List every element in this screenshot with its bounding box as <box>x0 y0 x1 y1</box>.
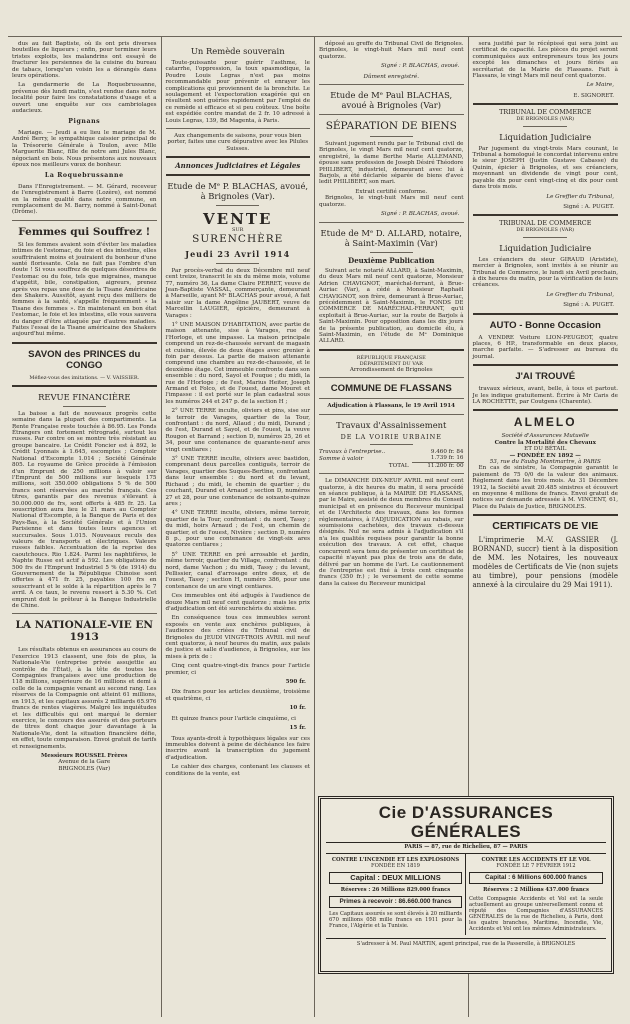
liquidation-2-text: Les créanciers du sieur GIRAUD (Aristide), mercier à Brignoles, sont invités à se réunir au Tribunal de Commerce, le lundi six Avril prochain, à dix heures du matin, pour la vérification de leurs créances. <box>472 256 618 289</box>
divider <box>473 364 619 366</box>
divider <box>166 156 311 158</box>
divider <box>473 214 619 216</box>
jai-trouve-heading: J'AI TROUVÉ <box>515 371 576 383</box>
liquidation-2-greffier: Le Greffier du Tribunal, <box>546 291 614 298</box>
divider <box>370 252 413 253</box>
pignans-heading: Pignans <box>68 118 101 126</box>
row-label: Somme à valoir <box>319 455 364 462</box>
divider <box>473 409 619 411</box>
ad-left-text: Les Capitaux assurés se sont élevés à 20 milliards 670 millions 058 mille francs en 1911 pour la France, l'Algérie et la Tunisie. <box>329 911 462 929</box>
ad-right-heading: CONTRE LES ACCIDENTS ET LE VOL <box>481 857 591 863</box>
femmes-heading: Femmes qui Souffrez ! <box>18 225 151 238</box>
ad-right-capital: Capital : 6 Millions 600.000 francs <box>469 872 603 884</box>
vente-lot-3: 3° UNE TERRE inculte, oliviers avec bastidon, comprenant deux parcelles contiguës, terroir de Varages, quartier des Suques-Bertine, confrontant dans leur ensemble : du nord et du levant, Richaud ; du midi, le chemin de quartier ; du couchant, Durand et Arnaud ; section D, numéros 27 et 28, pour une contenance de soixante-quinze ares ; <box>165 456 310 507</box>
travaux-text: Le DIMANCHE DIX-NEUF AVRIL mil neuf cent quatorze, à dix heures du matin, il sera procédé en séance publique, à la MAIRIE DE FLASSANS, par le Maire, assisté de deux membres du Conseil municipal et en présence du Receveur municipal et de l'Architecte des travaux, dans les formes réglementaires, à l'ADJUDICATION au rabais, sur soumissions cachetées, des travaux ci-dessus désignés. Nul ne sera admis à l'adjudication s'il n'a les qualités requises pour garantir la bonne exécution des travaux. A cet effet, chaque concurrent sera tenu de présenter un certificat de capacité n'ayant pas plus de trois ans de date, délivré par un homme de l'art. Le cautionnement de l'entreprise est fixé à trois cent cinquante francs (350 fr.) ; le versement de cette somme dans la caisse du Receveur municipal <box>319 478 464 587</box>
table-row <box>319 462 464 469</box>
almelo-line-4: 53, rue du Faubg Montmartre, à PARIS <box>489 459 601 466</box>
divider <box>319 414 464 415</box>
separation-text: Suivant jugement rendu par le Tribunal civil de Brignoles, le vingt Mars mil neuf cent quatorze, enregistré, la dame Berthe Marie ALLEMAND, épouse sans profession de Joseph Désiré Théodore PHILIBERT, industriel, demeurant avec lui à Barjols, a été déclarée séparée de biens d'avec ledit PHILIBERT, son mari. <box>319 141 464 186</box>
divider <box>216 263 259 264</box>
vente-text-5: Le cahier des charges, contenant les clauses et conditions de la vente, est <box>165 764 310 777</box>
col3-intro-registered: Dûment enregistré. <box>363 73 419 80</box>
travaux-heading: Travaux d'Assainissement <box>336 419 447 430</box>
divider <box>370 136 413 137</box>
liquidation-2-heading: Liquidation Judiciaire <box>499 242 592 253</box>
tribunal-1: TRIBUNAL DE COMMERCE <box>499 108 592 117</box>
changement-text: Aux changements de saisons, pour vous bien porter, faites une cure dépurative avec les Pilules Suisses. <box>167 133 309 152</box>
certificats-heading: CERTIFICATS DE VIE <box>492 520 599 533</box>
separation-heading: SÉPARATION DE BIENS <box>325 120 457 133</box>
vente-text-2: Ces immeubles ont été adjugés à l'audience de douze Mars mil neuf cent quatorze ; mais les prix d'adjudication ont été surenchéris du sixième. <box>165 593 310 612</box>
col1-gendarmerie: La gendarmerie de La Roquebrussanne, prévenue dès lundi matin, s'est rendue dans notre localité pour faire les constatations d'usage et a ouvert une enquête sur ces cambriolages audacieux. <box>12 82 157 115</box>
vente-text-4: Tous ayants-droit à hypothèques légales sur ces immeubles doivent à peine de déchéance les faire inscrire avant la transcription du jugement d'adjudication. <box>165 735 310 761</box>
maire-name: E. SIGNORET. <box>573 92 614 99</box>
almelo-line-1: Contre la Mortalité des Chevaux <box>494 439 596 446</box>
column-1 <box>8 37 162 1017</box>
col3-intro-sign: Signé : P. BLACHAS, avoué. <box>380 63 460 70</box>
liquidation-1-heading: Liquidation Judiciaire <box>499 131 592 142</box>
ad-halves <box>326 853 606 935</box>
col4-intro: sera justifié par le récépissé qui sera joint au certificat de capacité. Les pièces du projet seront communiquées aux entrepreneurs tous les jours excepté les dimanches et jours fériés au secrétariat de la Mairie de Flassans. Fait à Flassans, le vingt Mars mil neuf cent quatorze. <box>472 41 618 80</box>
table-row <box>319 455 464 462</box>
vente-lot-4: 4° UNE TERRE inculte, oliviers, même terroir, quartier de la Tour, confrontant : du nord, Tassy ; du midi, hoirs Arnaud ; de l'est, un chemin de quartier, et de l'ouest, Nivière ; section D, numéro 8 p., pour une contenance de vingt-six ares quatorze centiares ; <box>165 510 310 549</box>
divider <box>473 103 619 105</box>
row-value: 1.739 fr. 16 <box>430 455 464 462</box>
divider <box>63 406 106 407</box>
divider <box>319 398 464 399</box>
vente-text-1: Par procès-verbal du deux Décembre mil neuf cent treize, transcrit le six du même mois, volume 77, numéro 36, La dame Claire PERRET, veuve de Jean-Baptiste VASSAL, commerçante, demeurant à Marseille, ayant Mᵉ BLACHAS pour avoué, A fait saisir sur la dame Angéline JAUBERT, veuve de Marcellin LAUGIER, épicière, demeurant à Varages : <box>165 267 310 319</box>
almelo-text: En cas de sinistre, la Compagnie garantit le paiement de 75 0/0 de la valeur des animaux. Règlement dans les trois mois. Au 31 Décembre 1912, la Société avait 20.485 sinistres et écouvert en moyenne 4 millions de francs. Envoi gratuit de notices sur demande adressée à M. VINCENT, 61, Place du Palais de Justice, BRIGNOLES. <box>472 465 618 510</box>
roquebrussanne-heading: La Roquebrussanne <box>44 172 124 180</box>
ad-title: Cie D'ASSURANCES GÉNÉRALES <box>326 803 606 843</box>
ad-right-founded: FONDÉE LE 7 FÉVRIER 1912 <box>496 863 576 869</box>
ad-left-capital: Capital : DEUX MILLIONS <box>329 872 462 884</box>
maire-title: Le Maire, <box>586 82 614 89</box>
travaux-table <box>319 449 464 469</box>
vente-date: Jeudi 23 Avril 1914 <box>185 248 291 259</box>
total-value: 11.200 fr. 00 <box>412 462 463 469</box>
ad-address: PARIS — 87, rue de Richelieu, 87 — PARIS <box>404 844 528 850</box>
etude-blachas-heading: Etude de Mᵉ P. BLACHAS, avoué, à Brignoles (Var). <box>167 180 309 201</box>
ad-footer: S'adresser à M. Paul MARTIN, agent principal, rue de la Passerelle, à BRIGNOLES <box>326 938 606 947</box>
ad-right <box>466 854 606 935</box>
vente-lot-1: 1° UNE MAISON D'HABITATION, avec partie de maison attenante, sise à Varages, rue de l'Horloge, et une impasse. La maison principale comprend un rez-de-chaussée servant de magasin et cuisine, élevée de deux étages avec grenier à foin par dessus. La partie de maison attenante comprend une chambre au rez-de-chaussée, et le deuxième étage. Cet immeuble confronte dans son ensemble : du nord, Sayol et Fouque ; du midi, la rue de l'Horloge ; de l'est, Marius Heiter, Joseph Armand et Folco, et de l'ouest, dame Mouret et l'impasse : il est porté sur le plan cadastral sous les numéros 244 et 247 p. de la section H ; <box>165 321 310 405</box>
departement-var: DÉPARTEMENT DU VAR <box>359 360 423 367</box>
etude-blachas-2-heading: Etude de Mᵉ Paul BLACHAS, avoué à Brignoles (Var) <box>330 90 453 111</box>
tribunal-2: TRIBUNAL DE COMMERCE <box>499 219 592 228</box>
roquebrussanne-text: Dans l'Enregistrement. — M. Gérard, receveur de l'enregistrement à Barre (Lozère), est nommé en la même qualité dans notre commune, en remplacement de M. Barry, nommé à Saint-Donat (Drôme). <box>12 183 157 216</box>
divider <box>12 613 157 614</box>
prix-value-2: 10 fr. <box>289 705 306 712</box>
nationale-vie-text: Les résultats obtenus en assurances au cours de l'exercice 1913 classent, une fois de plus, la Nationale-Vie (entreprise privée assujettie au contrôle de l'État), à la tête de toutes les Compagnies françaises avec une production de 118 millions, supérieure de 16 millions et demi à celle de la compagnie venant au second rang. Les réserves de la Compagnie ont atteint 61 millions, en 1913, et les capitaux assurés 2 milliards 65.976 francs de rentes viagères. Malgré les inquiétudes et les difficultés qui ont marqué le dernier exercice, le concours des assurés et des porteurs de titres dont chaque jour davantage à la Nationale-Vie, dont la situation financière défie, en effet, toute comparaison. Envoi gratuit de tarifs et renseignements. <box>12 647 157 750</box>
vente-lot-2: 2° UNE TERRE inculte, oliviers et pins, sise sur le terroir de Varages, quartier de la Tour, confrontant : du nord, Allaud ; du midi, Durand ; de l'est, Durand et Sayol, et de l'ouest, la veuve Rougon et Barrand ; section D, numéros 25, 26 et 34, pour une contenance de quarante-neuf ares vingt centiares ; <box>165 408 310 453</box>
divider <box>523 237 567 238</box>
certificats-text: L'imprimerie M.-V. GASSIER (J. BORNAND, succr) tient à la disposition de MM. les Notaires, les nouveaux modèles de Certificats de Vie (non sujets au timbre), pour pensions (modèle annexé à la circulaire du 29 Mai 1911). <box>472 536 618 590</box>
liquidation-1-text: Par jugement du vingt-trois Mars courant, le Tribunal a homologué le concordat intervenu entre le sieur JOSEPH (Justin Gustave Cabasse) du Quinin, épicier à Brignoles, et ses créanciers, moyennant un dividende de vingt pour cent, payable dix pour cent vingt-cinq et dix pour cent dans trois mois. <box>472 145 618 191</box>
ad-right-reserves: Réserves : 2 Millions 437.000 francs <box>483 887 589 893</box>
liquidation-2-sign: Signé : A. PUGET. <box>563 302 614 309</box>
ad-right-text: Cette Compagnie Accidents et Vol est la seule actuellement au groupe universellement connu et réputé des Compagnies d'ASSURANCES GÉNÉRALES de la rue de Richelieu, à Paris, dont les quatre branches, Maritime, Incendie, Vie, Accidents et Vol ont les mêmes Administrateurs. <box>469 896 603 932</box>
separation-extrait: Extrait certifié conforme. <box>355 188 428 195</box>
ad-left-heading: CONTRE L'INCENDIE ET LES EXPLOSIONS <box>331 857 460 863</box>
row-label: Travaux à l'entreprise.. <box>319 449 386 455</box>
column-2 <box>162 37 316 1017</box>
ad-left-founded: FONDÉE EN 1819 <box>371 863 420 869</box>
divider <box>319 222 464 223</box>
publication-text: Suivant acte notarié ALLARD, à Saint-Maximin, du deux Mars mil neuf cent quatorze, Monsieur Adrien CHAVIGNOT, maréchal-ferrant, à Brue-Auriac (Var), a cédé à Monsieur Raphaël CHAVIGNOT, son frère, demeurant à Brue-Auriac, précédemment à Saint-Maximin, le FONDS DE COMMERCE DE MARÉCHAL-FERRANT, qu'il exploitait à Brue-Auriac, sur la route de Barjols à Saint-Maximin. Pour opposition dans les dix jours de la présente publication, au domicile élu, à Saint-Maximin, en l'étude de Mᵉ Dominique ALLARD. <box>319 267 464 345</box>
publication-heading: Deuxième Publication <box>348 255 435 265</box>
separation-date: Brignoles, le vingt-huit Mars mil neuf cent quatorze. <box>319 195 464 208</box>
vente-lot-5: 5° UNE TERRE en pré arrosable et jardin, même terroir, quartier du Village, confrontant : du nord, dame Vachon ; du midi, Tassy ; du levant, Pellissier, canal d'arrosage entre deux, et de l'ouest, Tassy ; section H, numéro 386, pour une contenance de un are vingt centiares. <box>165 551 310 590</box>
divider <box>216 205 259 206</box>
divider <box>12 342 157 344</box>
ad-left <box>326 854 466 935</box>
tribunal-1-sub: DE BRIGNOLES (VAR) <box>516 115 575 122</box>
nationale-vie-address-2: BRIGNOLES (Var) <box>58 765 111 772</box>
row-value: 9.460 fr. 84 <box>430 449 464 455</box>
assurances-generales-ad <box>318 796 614 974</box>
almelo-subtitle: Société d'Assurances Mutuelle <box>501 433 589 440</box>
pignans-text: Mariage. — Jeudi a eu lieu le mariage de M. André Berry, le sympathique caissier principal de la Trésorerie Générale à Toulon, avec Mlle Marguerite Blanc, fille de notre ami Jules Blanc, négociant en bois. Nous présentons aux nouveaux époux nos meilleurs vœux de bonheur. <box>12 129 157 168</box>
total-label: TOTAL <box>388 462 409 469</box>
remede-heading: Un Remède souverain <box>190 46 285 56</box>
divider <box>473 514 619 516</box>
etude-allard-heading: Etude de Mᵉ D. ALLARD, notaire, à Saint-Maximin (Var) <box>320 227 462 248</box>
almelo-line-3: — FONDÉE EN 1892 — <box>509 452 581 459</box>
col3-intro: déposé au greffe du Tribunal Civil de Brignoles. Brignoles, le vingt-huit Mars mil neuf cent quatorze. <box>319 41 464 60</box>
travaux-subtitle: DE LA VOIRIE URBAINE <box>340 432 442 441</box>
savon-subtitle: Méfiez-vous des imitations. — V. VAISSIER. <box>29 374 140 381</box>
prix-label-1: Cinq cent quatre-vingt-dix francs pour l'article premier, ci <box>165 663 310 676</box>
remede-text: Toute-puissante pour guérir l'asthme, le catarrhe, l'oppression, la toux spasmodique, la Poudre Louis Legras n'est pas moins recommandable pour prévenir et enrayer les complications qui proviennent de la bronchite. Le soulagement et l'expectoration exagérée qui en résultent sont guéries rapidement par l'emploi de ce remède si efficace et si peu coûteux. Une boîte est expédiée contre mandat de 2 fr. 10 adressé à Louis Legras, 139, Bd Magenta, à Paris. <box>165 60 310 124</box>
femmes-text: Si les femmes avaient soin d'éviter les maladies intimes de l'estomac, du foie et des intestins, elles souffriraient moins et jouiraient du bonheur d'une santé florissante. Cela ne fait pas l'ombre d'un doute ! Si vous souffrez de quelques désordres de l'estomac ou du foie, tels que migraines, manque d'appétit, bile, constipation, aigreurs, prenez après vos repas une dose de la Tisane Américaine des Shakers. Aussitôt, ayant reçu des milliers de femmes à la santé, s'appelle fréquemment « la Tisane des femmes ». En maintenant en bon état l'estomac, le foie et les intestins, elle vous sauvera du danger d'être attaquée par d'autres maladies. Faites l'essai de la Tisane américaine des Shakers aujourd'hui même. <box>12 241 157 338</box>
auto-heading: AUTO - Bonne Occasion <box>489 319 601 331</box>
commune-heading: COMMUNE DE FLASSANS <box>330 383 452 395</box>
auto-text: A VENDRE Voiture LION-PEUGEOT, quatre places, 6 HP., transformable en deux places, marche parfaite. — S'adresser au bureau du journal. <box>472 334 618 360</box>
nationale-vie-address-1: Avenue de la Gare <box>58 759 111 766</box>
jai-trouve-text: travaux sérieux, avant, belle, à tous et partout. Je les indique gratuitement. Écrire à Mr Caris de LA ROCHETTE, par Coutgens (Charente). <box>472 386 618 405</box>
divider <box>12 220 157 221</box>
divider <box>370 444 413 445</box>
adjudication-date: Adjudication à Flassans, le 19 Avril 1914 <box>327 403 456 410</box>
ad-left-reserves: Réserves : 26 Millions 829.000 francs <box>340 887 451 893</box>
divider <box>319 377 464 378</box>
tribunal-2-sub: DE BRIGNOLES (VAR) <box>516 226 575 233</box>
divider <box>319 114 464 115</box>
prix-value-1: 590 fr. <box>285 679 306 686</box>
nationale-vie-heading: LA NATIONALE-VIE EN 1913 <box>15 619 153 644</box>
divider <box>319 349 464 351</box>
prix-label-2: Dix francs pour les articles deuxième, troisième et quatrième, ci <box>165 689 310 702</box>
vente-sur: SUR <box>232 226 244 233</box>
republique-francaise: RÉPUBLIQUE FRANÇAISE <box>356 354 426 361</box>
vente-text-3: En conséquence tous ces immeubles seront exposés en vente aux enchères publiques, à l'audience des criées du Tribunal civil de Brignoles du JEUDI VINGT-TROIS AVRIL mil neuf cent quatorze, à neuf heures du matin, aux palais de justice et salle d'audience, à Brignoles, sur les mises à prix de : <box>165 615 310 660</box>
divider <box>523 126 567 127</box>
divider <box>166 128 311 129</box>
divider <box>319 84 464 85</box>
divider <box>166 174 311 176</box>
annonces-heading: Annonces Judiciaires et Légales <box>175 161 301 171</box>
arrondissement: Arrondissement de Brignoles <box>349 366 433 373</box>
savon-heading: SAVON des PRINCES du CONGO <box>28 348 141 371</box>
prix-value-3: 15 fr. <box>289 725 306 732</box>
divider <box>12 385 157 387</box>
vente-heading: VENTE <box>203 209 273 228</box>
liquidation-1-sign: Signé : A. PUGET. <box>563 203 614 210</box>
revue-heading: REVUE FINANCIÈRE <box>38 391 131 402</box>
almelo-line-2: ET DU BÉTAIL <box>524 446 567 453</box>
divider <box>473 313 619 315</box>
ad-left-primes: Primes à recevoir : 86.660.000 francs <box>329 896 462 908</box>
nationale-vie-agent: Messieurs ROUSSEL Frères <box>41 752 128 759</box>
prix-label-3: Et quinze francs pour l'article cinquième, ci <box>171 715 296 722</box>
revue-text: La baisse a fait de nouveaux progrès cette semaine dans la plupart des compartiments. La Rente Française reste touchée à 86.95. Les Fonds Étrangers ont fortement rétrogradé, surtout les russes. Par contre on se montre très résistant au groupe bancaire. Le Crédit Foncier est à 892, le Crédit Lyonnais à 1.645, escomptes ; Comptoir National d'Escompte 1.014 ; Société Générale 805. Le royaume de Grèce procède à l'émission d'un Emprunt de 250 millions à valoir sur l'Emprunt de 500 millions sur lesquels 175 millions, soit 350.000 obligations 5 % de 500 francs sont réservées au marché français. Ces titres, garantis par des revenus s'élevant à 50.000.000 de frs, sont offerts à 485 fr. 25. La souscription aura lieu le 21 mars au Comptoir National d'Escompte, à la Banque de Paris et des Pays-Bas, à la Société Générale et à l'Union Parisienne et dans toutes leurs agences et succursales. Sous 1.015. Nouveaux reculs des valeurs de transports et électriques. Valeurs russes faibles. Accentuation de la reprise des caoutchoucs. Rio 1.824. Parmi les naphtifères, le Naphte Russe est actif à 592. Les obligations de 500 frs de l'Emprunt Industriel 5 % (de 1914) du Gouvernement de la République Chinoise sont offertes à 471 fr. 25, payables 100 frs en souscrivant et le solde à la répartition après le 7 avril. A ce taux, le revenu ressort à 5.30 %. Cet emprunt doit le prêteur à la Banque Industrielle de Chine. <box>12 410 157 610</box>
divider <box>319 473 464 474</box>
col1-intro: dus au fait Baptiste, où ils ont pris diverses bouteilles de liqueurs ; enfin, pour terminer leurs tristes exploits, les malandrins ont essayé de fracturer les persiennes de la cuisine du bureau de tabacs, lorsqu'un voisin les a dérangés dans leurs opérations. <box>12 41 157 80</box>
liquidation-1-greffier: Le Greffier du Tribunal, <box>546 193 614 200</box>
vente-subtitle: SURENCHÈRE <box>192 232 284 245</box>
almelo-heading: ALMELO <box>513 415 577 430</box>
separation-sign: Signé : P. BLACHAS, avoué. <box>380 211 460 218</box>
